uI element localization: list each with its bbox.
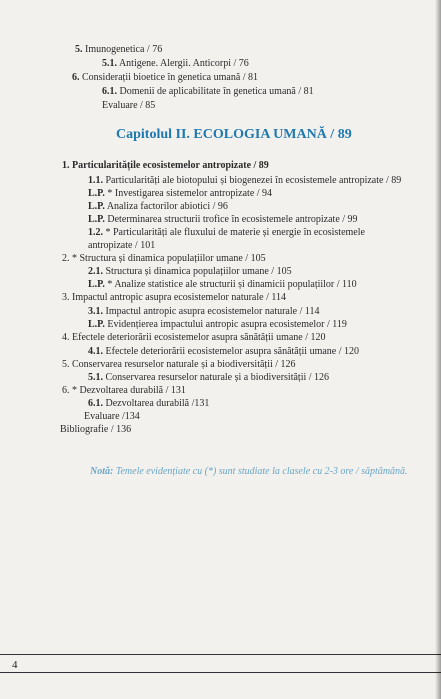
toc-entry: 1.1. Particularități ale biotopului și biogenezei în ecosistemele antropizate / 89 <box>88 175 402 186</box>
toc-entry: 1.2. * Particularități ale fluxului de materie și energie în ecosistemele <box>88 227 365 238</box>
toc-entry: 4. Efectele deteriorării ecosistemelor asupra sănătății umane / 120 <box>62 332 326 343</box>
toc-entry: 2. * Structura și dinamica populațiilor umane / 105 <box>62 253 266 264</box>
toc-entry: 6.1. Domenii de aplicabilitate în genetica umană / 81 <box>102 86 314 97</box>
toc-entry: L.P. Determinarea structurii trofice în ecosistemele antropizate / 99 <box>88 214 358 225</box>
toc-entry: 6.1. Dezvoltarea durabilă /131 <box>88 398 210 409</box>
page-number: 4 <box>12 659 18 671</box>
toc-entry: antropizate / 101 <box>88 240 156 251</box>
toc-entry: 1. Particularitățile ecosistemelor antropizate / 89 <box>62 160 269 171</box>
toc-entry: 5. Conservarea resurselor naturale și a biodiversității / 126 <box>62 359 296 370</box>
chapter-title: Capitolul II. ECOLOGIA UMANĂ / 89 <box>116 127 352 142</box>
toc-entry: Bibliografie / 136 <box>60 424 132 435</box>
toc-entry: 5. Imunogenetica / 76 <box>75 44 163 55</box>
toc-entry: 6. * Dezvoltarea durabilă / 131 <box>62 385 186 396</box>
toc-entry: 5.1. Antigene. Alergii. Anticorpi / 76 <box>102 58 249 69</box>
footer-rule <box>0 672 441 673</box>
footer-rule <box>0 654 441 655</box>
toc-entry: L.P. Evidențierea impactului antropic asupra ecosistemelor / 119 <box>88 319 347 330</box>
toc-entry: L.P. * Investigarea sistemelor antropizate / 94 <box>88 188 273 199</box>
toc-entry: 3. Impactul antropic asupra ecosistemelor naturale / 114 <box>62 292 286 303</box>
footnote: Notă: Temele evidențiate cu (*) sunt studiate la clasele cu 2-3 ore / săptămână. <box>90 466 408 477</box>
toc-entry: 2.1. Structura și dinamica populațiilor umane / 105 <box>88 266 292 277</box>
toc-entry: L.P. * Analize statistice ale structurii și dinamicii populațiilor / 110 <box>88 279 357 290</box>
toc-entry: 3.1. Impactul antropic asupra ecosistemelor naturale / 114 <box>88 306 320 317</box>
toc-entry: 4.1. Efectele deteriorării ecosistemelor asupra sănătății umane / 120 <box>88 346 360 357</box>
toc-entry: Evaluare /134 <box>84 411 140 422</box>
toc-entry: 6. Considerații bioetice în genetica umană / 81 <box>72 72 259 83</box>
toc-entry: 5.1. Conservarea resurselor naturale și a biodiversității / 126 <box>88 372 330 383</box>
toc-entry: Evaluare / 85 <box>102 100 156 111</box>
toc-entry: L.P. Analiza factorilor abiotici / 96 <box>88 201 228 212</box>
